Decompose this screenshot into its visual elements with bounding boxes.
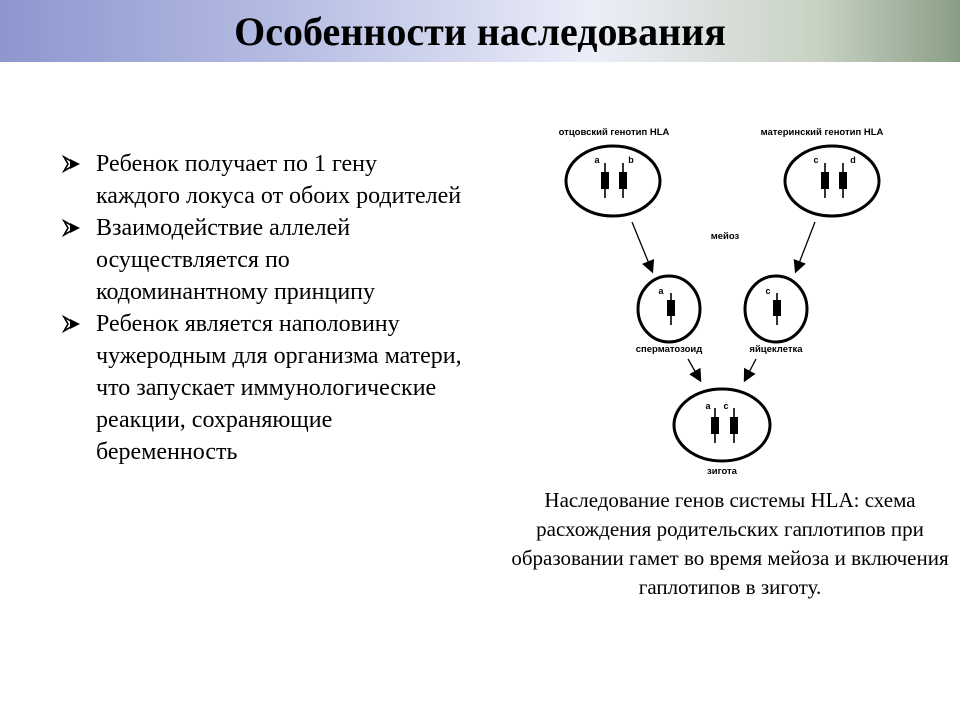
allele-c-label: c xyxy=(813,155,819,165)
mother-genotype-label: материнский генотип HLA xyxy=(760,127,884,138)
arrow-father-to-sperm xyxy=(632,222,652,271)
bullet-list xyxy=(62,148,462,468)
zygote-label: зигота xyxy=(707,466,737,477)
father-cell xyxy=(566,146,660,216)
diagram-caption: Наследование генов системы HLA: схема расхождения родительских гаплотипов при образовании гамет во время мейоза и включения гаплотипов в зиготу. xyxy=(511,488,949,599)
zygote-allele-c-label: c xyxy=(723,401,729,411)
zygote-allele-a-label: a xyxy=(705,401,711,411)
father-genotype-label: отцовский генотип HLA xyxy=(558,127,670,138)
arrow-bullet-icon xyxy=(62,219,84,237)
sperm-cell xyxy=(638,276,700,342)
hla-inheritance-diagram xyxy=(540,118,920,482)
bullet-item xyxy=(62,148,462,212)
bullet-item xyxy=(62,212,462,308)
meiosis-label: мейоз xyxy=(710,231,740,242)
bullet-text: Ребенок получает по 1 гену каждого локуса от обоих родителей xyxy=(96,151,462,209)
allele-d-label: d xyxy=(850,155,856,165)
arrow-sperm-to-zygote xyxy=(688,359,700,380)
allele-a-label: a xyxy=(594,155,600,165)
mother-cell xyxy=(785,146,879,216)
egg-allele-label: c xyxy=(765,286,771,296)
zygote-cell xyxy=(674,389,770,461)
bullet-text: Ребенок является наполовину чужеродным для организма матери, что запускает иммунологические реакции, сохраняющие беременность xyxy=(96,311,462,465)
bullet-text: Взаимодействие аллелей осуществляется по кодоминантному принципу xyxy=(96,215,375,305)
egg-cell xyxy=(745,276,807,342)
sperm-label: сперматозоид xyxy=(635,344,703,355)
slide-title: Особенности наследования xyxy=(234,9,726,54)
allele-b-label: b xyxy=(628,155,634,165)
bullet-item xyxy=(62,308,462,468)
arrow-bullet-icon xyxy=(62,155,84,173)
sperm-allele-label: a xyxy=(658,286,664,296)
egg-label: яйцеклетка xyxy=(749,344,803,355)
arrow-bullet-icon xyxy=(62,315,84,333)
arrow-mother-to-egg xyxy=(796,222,815,271)
arrow-egg-to-zygote xyxy=(745,359,756,380)
